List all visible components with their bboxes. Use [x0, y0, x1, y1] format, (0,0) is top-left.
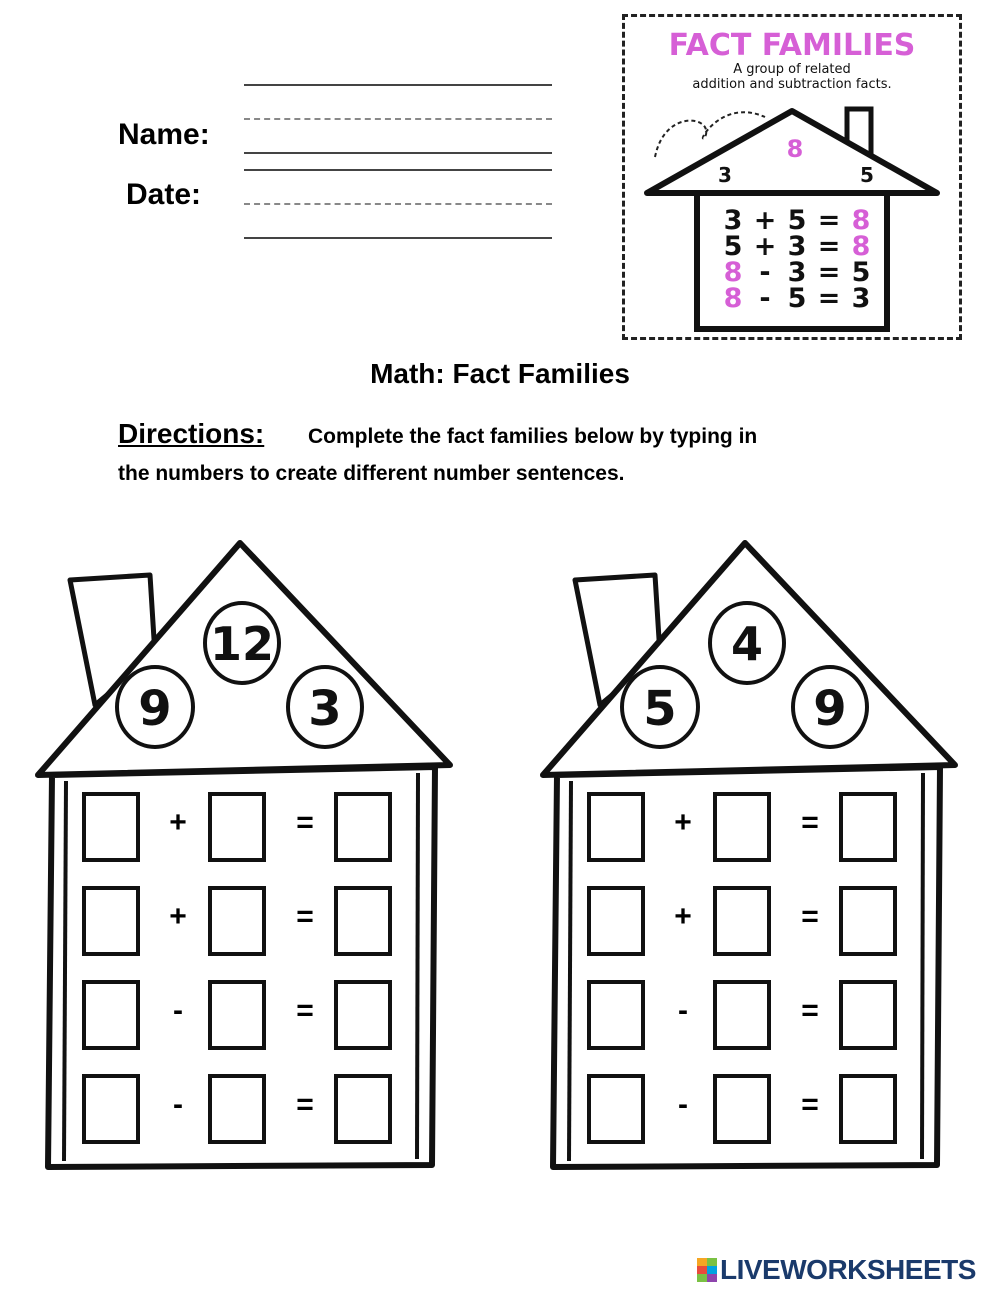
minus-sign: - — [678, 1088, 688, 1121]
card-fact-3-eq: = — [817, 257, 841, 288]
answer-box[interactable] — [208, 980, 266, 1050]
minus-sign: - — [173, 1088, 183, 1121]
answer-box[interactable] — [713, 980, 771, 1050]
liveworksheets-logo — [697, 1255, 976, 1285]
card-fact-2-a: 5 — [723, 231, 743, 262]
card-fact-4-a: 8 — [723, 283, 743, 314]
answer-box[interactable] — [587, 886, 645, 956]
answer-box[interactable] — [208, 1074, 266, 1144]
answer-box[interactable] — [334, 980, 392, 1050]
answer-box[interactable] — [208, 886, 266, 956]
answer-box[interactable] — [587, 792, 645, 862]
logo-text: LIVEWORKSHEETS — [720, 1254, 976, 1285]
card-roof-left: 3 — [718, 163, 732, 187]
house-wall-right — [922, 773, 923, 1159]
directions-text-2: the numbers to create different number sentences. — [118, 462, 625, 485]
card-fact-3-b: 3 — [787, 257, 807, 288]
equals-sign: = — [296, 1088, 314, 1121]
plus-sign: + — [674, 900, 692, 933]
page-title: Math: Fact Families — [370, 358, 630, 389]
card-title: FACT FAMILIES — [668, 28, 916, 63]
card-fact-1-b: 5 — [787, 205, 807, 236]
roof-number-top: 4 — [730, 617, 764, 671]
card-fact-4-c: 3 — [851, 283, 871, 314]
answer-box[interactable] — [839, 1074, 897, 1144]
date-field[interactable] — [244, 165, 554, 245]
name-field[interactable] — [244, 80, 554, 160]
plus-sign: + — [674, 806, 692, 839]
reference-card — [622, 14, 962, 340]
roof-number-top: 12 — [209, 617, 275, 671]
house-wall-right — [417, 773, 418, 1159]
card-fact-3-c: 5 — [851, 257, 871, 288]
roof-number-left: 5 — [643, 681, 677, 737]
equals-sign: = — [296, 806, 314, 839]
card-fact-3-op: - — [759, 257, 771, 288]
answer-box[interactable] — [208, 792, 266, 862]
card-roof-top: 8 — [786, 135, 804, 163]
answer-box[interactable] — [713, 886, 771, 956]
card-subtitle-2: addition and subtraction facts. — [692, 77, 892, 92]
card-fact-1-c: 8 — [851, 205, 871, 236]
plus-sign: + — [169, 806, 187, 839]
equals-sign: = — [296, 900, 314, 933]
minus-sign: - — [678, 994, 688, 1027]
house-wall-left — [64, 781, 66, 1161]
answer-box[interactable] — [334, 1074, 392, 1144]
card-roof-right: 5 — [860, 163, 874, 187]
card-fact-4-eq: = — [817, 283, 841, 314]
answer-box[interactable] — [713, 1074, 771, 1144]
name-label: Name: — [118, 118, 210, 151]
card-fact-4-op: - — [759, 283, 771, 314]
card-fact-4-b: 5 — [787, 283, 807, 314]
equals-sign: = — [801, 806, 819, 839]
fact-family-house-2 — [535, 535, 975, 1175]
answer-box[interactable] — [587, 1074, 645, 1144]
card-fact-3-a: 8 — [723, 257, 743, 288]
answer-box[interactable] — [334, 792, 392, 862]
date-label: Date: — [126, 178, 202, 211]
roof-number-left: 9 — [138, 681, 172, 737]
card-fact-2-eq: = — [817, 231, 841, 262]
directions-label: Directions: — [118, 418, 265, 449]
logo-icon — [697, 1258, 717, 1282]
answer-box[interactable] — [82, 980, 140, 1050]
card-fact-2-b: 3 — [787, 231, 807, 262]
card-fact-1-a: 3 — [723, 205, 743, 236]
roof-number-right: 9 — [813, 681, 847, 737]
house-wall-left — [569, 781, 571, 1161]
answer-box[interactable] — [713, 792, 771, 862]
answer-box[interactable] — [839, 980, 897, 1050]
equals-sign: = — [801, 994, 819, 1027]
equals-sign: = — [296, 994, 314, 1027]
card-fact-1-eq: = — [817, 205, 841, 236]
fact-family-house-1 — [30, 535, 470, 1175]
card-subtitle-1: A group of related — [733, 62, 851, 77]
answer-box[interactable] — [82, 1074, 140, 1144]
card-fact-2-c: 8 — [851, 231, 871, 262]
roof-number-right: 3 — [308, 681, 342, 737]
card-fact-1-op: + — [753, 205, 777, 236]
answer-box[interactable] — [334, 886, 392, 956]
card-fact-2-op: + — [753, 231, 777, 262]
answer-box[interactable] — [587, 980, 645, 1050]
answer-box[interactable] — [82, 886, 140, 956]
answer-box[interactable] — [82, 792, 140, 862]
directions-text-1: Complete the fact families below by typing in — [308, 425, 758, 448]
answer-box[interactable] — [839, 792, 897, 862]
minus-sign: - — [173, 994, 183, 1027]
equals-sign: = — [801, 1088, 819, 1121]
equals-sign: = — [801, 900, 819, 933]
answer-box[interactable] — [839, 886, 897, 956]
plus-sign: + — [169, 900, 187, 933]
